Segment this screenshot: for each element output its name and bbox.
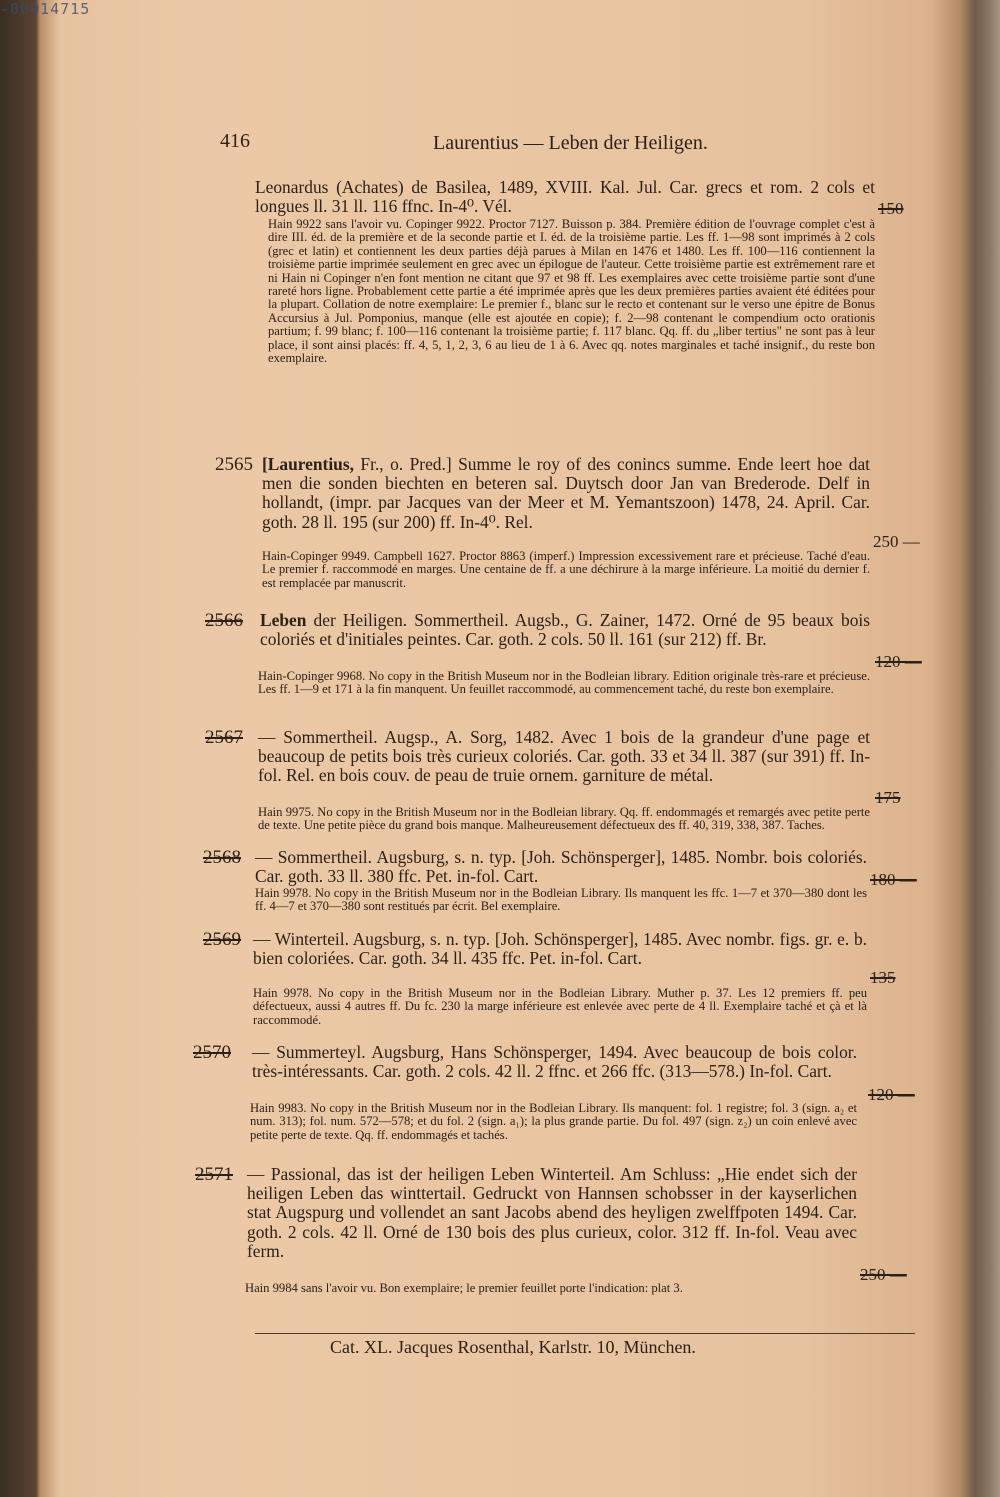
entry-price: 135 <box>870 968 896 987</box>
lot-number: 2568 <box>203 847 241 868</box>
entry-notes: Hain 9978. No copy in the British Museum nor in the Bodleian Library. Muther p. 37. Les 12 premiers ff. peu défectueux, aussi 4 autres ff. Du fc. 230 la marge inférieure est enlevée avec perte de 4 ll. Exemplaire taché et çà et là raccommodé. <box>253 986 867 1027</box>
corner-stamp: -00014715 <box>0 0 91 18</box>
lot-number: 2570 <box>193 1042 231 1063</box>
entry-price: 250 — <box>860 1265 907 1284</box>
entry-body: Leonardus (Achates) de Basilea, 1489, XVIII. Kal. Jul. Car. grecs et rom. 2 cols et longues ll. 31 ll. 116 ffnc. In-4⁰. Vél. <box>255 177 875 217</box>
entry-lead: Leben <box>260 610 307 630</box>
entry-notes: Hain-Copinger 9968. No copy in the British Museum nor in the Bodleian library. Edition originale très-rare et précieuse. Les ff. 1—9 et 171 à la fin manquent. Un feuillet raccommodé, au commencement taché, du reste bon exemplaire. <box>258 669 870 697</box>
entry-text <box>247 1165 857 1261</box>
entry-notes: Hain 9922 sans l'avoir vu. Copinger 9922. Proctor 7127. Buisson p. 384. Première édition de l'ouvrage complet c'est à dire III. éd. de la première et de la seconde partie et I. éd. de la troisième partie. Les ff. 1—98 sont imprimés à 2 cols (grec et latin) et contiennent les deux parties déjà parues à Milan en 1476 et 1480. Les ff. 100—116 contiennent la troisième partie imprimée seulement en grec avec un épilogue de l'auteur. Cette troisième partie est extrêmement rare et ni Hain ni Copinger n'en font mention ne citant que 97 et 98 ff. Les exemplaires avec cette troisième partie sont d'une rareté hors ligne. Probablement cette partie a été imprimée après que les deux premières parties avaient été éditées pour la plupart. Collation de notre exemplaire: Le premier f., blanc sur le recto et contenant sur le verso une épitre de Bonus Accursius à Jul. Pomponius, manque (elle est ajoutée en copie); f. 2—98 contenant le compendium octo orationis partium; f. 99 blanc; f. 100—116 contenant la troisième partie; f. 117 blanc. Qq. ff. du „liber tertius" ne sont pas à leur place, il sont ainsi placés: ff. 4, 5, 1, 2, 3, 6 au lieu de 1 à 6. Avec qq. notes marginales et taché insignif., du reste bon exemplaire. <box>268 217 875 366</box>
entry-notes: Hain 9975. No copy in the British Museum nor in the Bodleian library. Qq. ff. endommagés et remargés avec petite perte de texte. Une petite pièce du grand bois manque. Malheureusement défectueux des ff. 40, 319, 338, 387. Taches. <box>258 805 870 833</box>
entry-price: 175 <box>875 788 901 807</box>
footer-rule <box>255 1333 915 1334</box>
entry-text <box>255 178 875 216</box>
entry-notes: Hain 9978. No copy in the British Museum nor in the Bodleian Library. Ils manquent les ffc. 1—7 et 370—380 dont les ff. 4—7 et 370—380 sont restitués par écrit. Bel exemplaire. <box>255 886 867 914</box>
entry-text <box>258 728 870 786</box>
entry-body: der Heiligen. Sommertheil. Augsb., G. Zainer, 1472. Orné de 95 beaux bois coloriés et d'initiales peintes. Car. goth. 2 cols. 50 ll. 161 (sur 212) ff. Br. <box>260 610 870 650</box>
entry-price: 250 — <box>873 532 920 551</box>
catalogue-footer: Cat. XL. Jacques Rosenthal, Karlstr. 10, München. <box>330 1337 696 1357</box>
entry-notes: Hain-Copinger 9949. Campbell 1627. Proctor 8863 (imperf.) Impression excessivement rare et précieuse. Taché d'eau. Le premier f. raccommodé en marges. Une centaine de ff. a une déchirure à la marge inférieure. La moitié du dernier f. est remplacée par manuscrit. <box>262 549 870 590</box>
entry-text <box>252 1043 857 1081</box>
entry-notes: Hain 9984 sans l'avoir vu. Bon exemplaire; le premier feuillet porte l'indication: plat 3. <box>245 1281 683 1295</box>
entry-price: 120 — <box>875 652 922 671</box>
entry-body: Fr., o. Pred.] Summe le roy of des conincs summe. Ende leert hoe dat men die sonden biechten en beteren sal. Duytsch door Jan van Brederode. Delf in hollandt, (impr. par Jacques van der Meer et M. Yemantszoon) 1478, 24. April. Car. goth. 28 ll. 195 (sur 200) ff. In-4⁰. Rel. <box>262 454 870 532</box>
lot-number: 2567 <box>205 727 243 748</box>
entry-body: — Winterteil. Augsburg, s. n. typ. [Joh. Schönsperger], 1485. Avec nombr. figs. gr. e. b. bien coloriées. Car. goth. 34 ll. 435 ffc. Pet. in-fol. Cart. <box>253 929 867 969</box>
entry-notes: Hain 9983. No copy in the British Museum nor in the Bodleian Library. Ils manquent: fol. 1 registre; fol. 3 (sign. a₂ et num. 313); fol. num. 572—578; et du fol. 2 (sign. a₁); la plus grande partie. Du fol. 497 (sign. z₂) un coin enlevé avec petite perte de texte. Qq. ff. endommagés et tachés. <box>250 1101 857 1142</box>
entry-text <box>260 611 870 649</box>
lot-number: 2566 <box>205 610 243 631</box>
page-header <box>0 130 1000 160</box>
lot-number: 2571 <box>195 1164 233 1185</box>
page-number: 416 <box>220 130 250 152</box>
entry-text <box>255 848 867 886</box>
entry-body: — Summerteyl. Augsburg, Hans Schönsperger, 1494. Avec beaucoup de bois color. très-intéressants. Car. goth. 2 cols. 42 ll. 2 ffnc. et 266 ffc. (313—578.) In-fol. Cart. <box>252 1042 857 1082</box>
entry-body: — Passional, das ist der heiligen Leben Winterteil. Am Schluss: „Hie endet sich der heiligen Leben das winttertail. Gedruckt von Hannsen schobsser in der kayserlichen stat Augspurg und vollendet an sant Jacobs abend des heyligen zwelffpoten 1494. Car. goth. 2 cols. 42 ll. Orné de 130 bois des plus curieux, color. 312 ff. In-fol. Veau avec ferm. <box>247 1164 857 1261</box>
entry-text <box>253 930 867 968</box>
entry-price: 150 <box>878 199 904 218</box>
entry-price: 120 — <box>868 1085 915 1104</box>
entry-text <box>262 455 870 532</box>
lot-number: 2569 <box>203 929 241 950</box>
entry-price: 180 — <box>870 870 917 889</box>
entry-lead: [Laurentius, <box>262 454 354 474</box>
running-title: Laurentius — Leben der Heiligen. <box>433 132 708 154</box>
lot-number: 2565 <box>215 454 253 475</box>
entry-body: — Sommertheil. Augsp., A. Sorg, 1482. Avec 1 bois de la grandeur d'une page et beaucoup de petits bois très curieux coloriés. Car. goth. 33 et 34 ll. 387 (sur 391) ff. In-fol. Rel. en bois couv. de peau de truie ornem. garniture de métal. <box>258 727 870 786</box>
entry-body: — Sommertheil. Augsburg, s. n. typ. [Joh. Schönsperger], 1485. Nombr. bois coloriés. Car. goth. 33 ll. 380 ffc. Pet. in-fol. Cart. <box>255 847 867 887</box>
